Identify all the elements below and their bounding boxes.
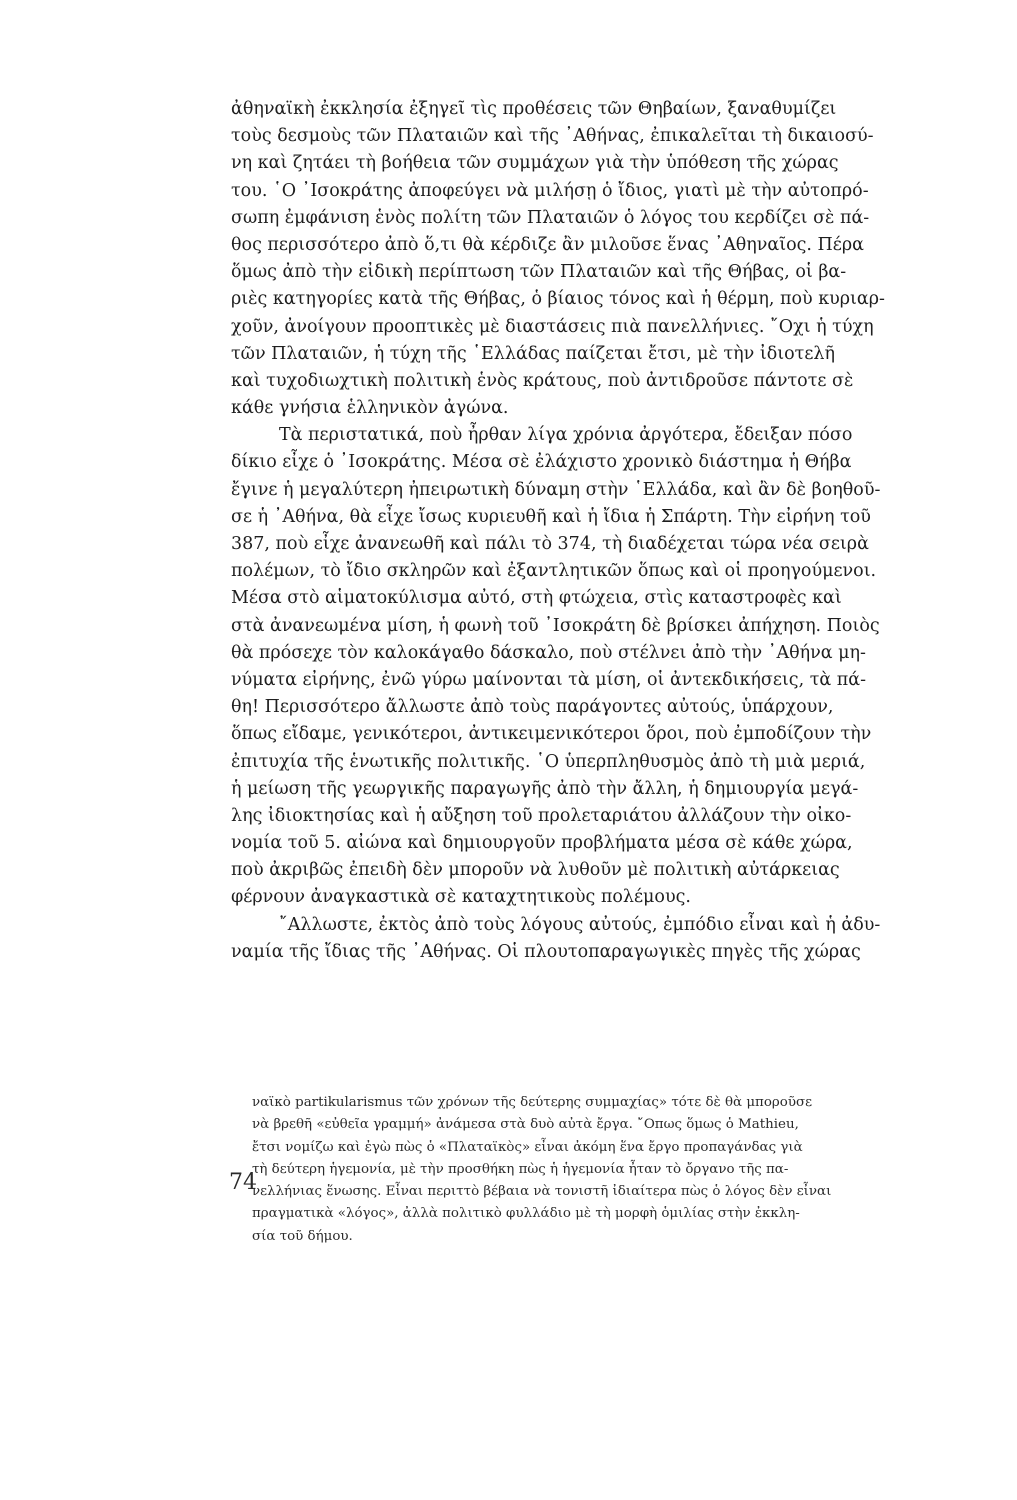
text-line: θὰ πρόσεχε τὸν καλοκάγαθο δάσκαλο, ποὺ στέλνει ἀπὸ τὴν ᾿Αθήνα μη- bbox=[231, 642, 866, 663]
text-line: σε ἡ ᾿Αθήνα, θὰ εἶχε ἴσως κυριευθῆ καὶ ἡ ἴδια ἡ Σπάρτη. Τὴν εἰρήνη τοῦ bbox=[231, 506, 871, 527]
text-line: ἔγινε ἡ μεγαλύτερη ἠπειρωτικὴ δύναμη στὴν ῾Ελλάδα, καὶ ἂν δὲ βοηθοῦ- bbox=[231, 479, 881, 500]
text-line: καὶ τυχοδιωχτικὴ πολιτικὴ ἑνὸς κράτους, ποὺ ἀντιδροῦσε πάντοτε σὲ bbox=[231, 370, 854, 391]
text-line: ῎Αλλωστε, ἐκτὸς ἀπὸ τοὺς λόγους αὐτούς, ἐμπόδιο εἶναι καὶ ἡ ἀδυ- bbox=[279, 914, 881, 935]
text-line: Τὰ περιστατικά, ποὺ ἦρθαν λίγα χρόνια ἀργότερα, ἔδειξαν πόσο bbox=[279, 425, 853, 446]
text-line: νομία τοῦ 5. αἰώνα καὶ δημιουργοῦν προβλήματα μέσα σὲ κάθε χώρα, bbox=[231, 833, 853, 854]
text-line: θος περισσότερο ἀπὸ ὅ,τι θὰ κέρδιζε ἂν μιλοῦσε ἕνας ᾿Αθηναῖος. Πέρα bbox=[231, 234, 864, 255]
text-line: τοὺς δεσμοὺς τῶν Πλαταιῶν καὶ τῆς ᾿Αθήνας, ἐπικαλεῖται τὴ δικαιοσύ- bbox=[231, 126, 874, 147]
text-line: θη! Περισσότερο ἄλλωστε ἀπὸ τοὺς παράγοντες αὐτούς, ὑπάρχουν, bbox=[231, 697, 834, 718]
text-line: νη καὶ ζητάει τὴ βοήθεια τῶν συμμάχων γιὰ τὴν ὑπόθεση τῆς χώρας bbox=[231, 153, 839, 174]
footnote-line: τὴ δεύτερη ἡγεμονία, μὲ τὴν προσθήκη πὼς ἡ ἡγεμονία ἦταν τὸ ὄργανο τῆς πα- bbox=[252, 1161, 789, 1177]
text-line: 387, ποὺ εἶχε ἀνανεωθῆ καὶ πάλι τὸ 374, τὴ διαδέχεται τώρα νέα σειρὰ bbox=[231, 534, 869, 554]
text-line: ποὺ ἀκριβῶς ἐπειδὴ δὲν μποροῦν νὰ λυθοῦν μὲ πολιτικὴ αὐτάρκειας bbox=[231, 860, 840, 881]
footnote bbox=[252, 1092, 942, 1248]
text-line: τῶν Πλαταιῶν, ἡ τύχη τῆς ῾Ελλάδας παίζεται ἔτσι, μὲ τὴν ἰδιοτελῆ bbox=[231, 343, 835, 364]
text-line: ἀθηναϊκὴ ἐκκλησία ἐξηγεῖ τὶς προθέσεις τῶν Θηβαίων, ξαναθυμίζει bbox=[231, 99, 837, 119]
text-line: του. ῾Ο ᾿Ισοκράτης ἀποφεύγει νὰ μιλήσῃ ὁ ἴδιος, γιατὶ μὲ τὴν αὐτοπρό- bbox=[231, 180, 869, 201]
text-line: σωπη ἐμφάνιση ἑνὸς πολίτη τῶν Πλαταιῶν ὁ λόγος του κερδίζει σὲ πά- bbox=[231, 207, 870, 228]
text-line: χοῦν, ἀνοίγουν προοπτικὲς μὲ διαστάσεις πιὰ πανελλήνιες. ῎Οχι ἡ τύχη bbox=[231, 316, 874, 337]
text-line: ναμία τῆς ἴδιας τῆς ᾿Αθήνας. Οἱ πλουτοπαραγωγικὲς πηγὲς τῆς χώρας bbox=[231, 941, 861, 962]
text-line: φέρνουν ἀναγκαστικὰ σὲ καταχτητικοὺς πολέμους. bbox=[231, 887, 691, 908]
text-line: στὰ ἀνανεωμένα μίση, ἡ φωνὴ τοῦ ᾿Ισοκράτη δὲ βρίσκει ἀπήχηση. Ποιὸς bbox=[231, 615, 880, 636]
text-line: ριὲς κατηγορίες κατὰ τῆς Θήβας, ὁ βίαιος τόνος καὶ ἡ θέρμη, ποὺ κυριαρ- bbox=[231, 289, 885, 310]
text-line: ὅπως εἴδαμε, γενικότεροι, ἀντικειμενικότεροι ὅροι, ποὺ ἐμποδίζουν τὴν bbox=[231, 724, 872, 745]
page-number: 74 bbox=[229, 1170, 257, 1195]
text-line: νύματα εἰρήνης, ἐνῶ γύρω μαίνονται τὰ μίση, οἱ ἀντεκδικήσεις, τὰ πά- bbox=[231, 669, 867, 690]
text-line: ἡ μείωση τῆς γεωργικῆς παραγωγῆς ἀπὸ τὴν ἄλλη, ἡ δημιουργία μεγά- bbox=[231, 778, 859, 799]
footnote-line: νὰ βρεθῆ «εὐθεῖα γραμμή» ἀνάμεσα στὰ δυὸ αὐτὰ ἔργα. ῎Οπως ὅμως ὁ Mathieu, bbox=[252, 1117, 799, 1133]
text-line: ἐπιτυχία τῆς ἑνωτικῆς πολιτικῆς. ῾Ο ὑπερπληθυσμὸς ἀπὸ τὴ μιὰ μεριά, bbox=[231, 751, 866, 772]
text-line: ὅμως ἀπὸ τὴν εἰδικὴ περίπτωση τῶν Πλαταιῶν καὶ τῆς Θήβας, οἱ βα- bbox=[231, 262, 847, 283]
text-line: κάθε γνήσια ἑλληνικὸν ἀγώνα. bbox=[231, 398, 509, 419]
text-line: πολέμων, τὸ ἴδιο σκληρῶν καὶ ἐξαντλητικῶν ὅπως καὶ οἱ προηγούμενοι. bbox=[231, 561, 877, 582]
footnote-line: ναϊκὸ partikularismus τῶν χρόνων τῆς δεύτερης συμμαχίας» τότε δὲ θὰ μποροῦσε bbox=[252, 1095, 813, 1110]
footnote-line: πραγματικὰ «λόγος», ἀλλὰ πολιτικὸ φυλλάδιο μὲ τὴ μορφὴ ὁμιλίας στὴν ἐκκλη- bbox=[252, 1206, 800, 1222]
footnote-line: σία τοῦ δήμου. bbox=[252, 1228, 353, 1244]
footnote-line: ἔτσι νομίζω καὶ ἐγὼ πὼς ὁ «Πλαταϊκὸς» εἶναι ἀκόμη ἕνα ἔργο προπαγάνδας γιὰ bbox=[252, 1139, 803, 1155]
footnote-line: νελλήνιας ἕνωσης. Εἶναι περιττὸ βέβαια νὰ τονιστῆ ἰδιαίτερα πὼς ὁ λόγος δὲν εἶναι bbox=[252, 1184, 832, 1200]
text-line: λης ἰδιοκτησίας καὶ ἡ αὔξηση τοῦ προλεταριάτου ἀλλάζουν τὴν οἰκο- bbox=[231, 805, 852, 826]
text-line: Μέσα στὸ αἱματοκύλισμα αὐτό, στὴ φτώχεια, στὶς καταστροφὲς καὶ bbox=[231, 588, 842, 609]
text-line: δίκιο εἶχε ὁ ᾿Ισοκράτης. Μέσα σὲ ἐλάχιστο χρονικὸ διάστημα ἡ Θήβα bbox=[231, 452, 852, 473]
main-text bbox=[231, 96, 936, 966]
